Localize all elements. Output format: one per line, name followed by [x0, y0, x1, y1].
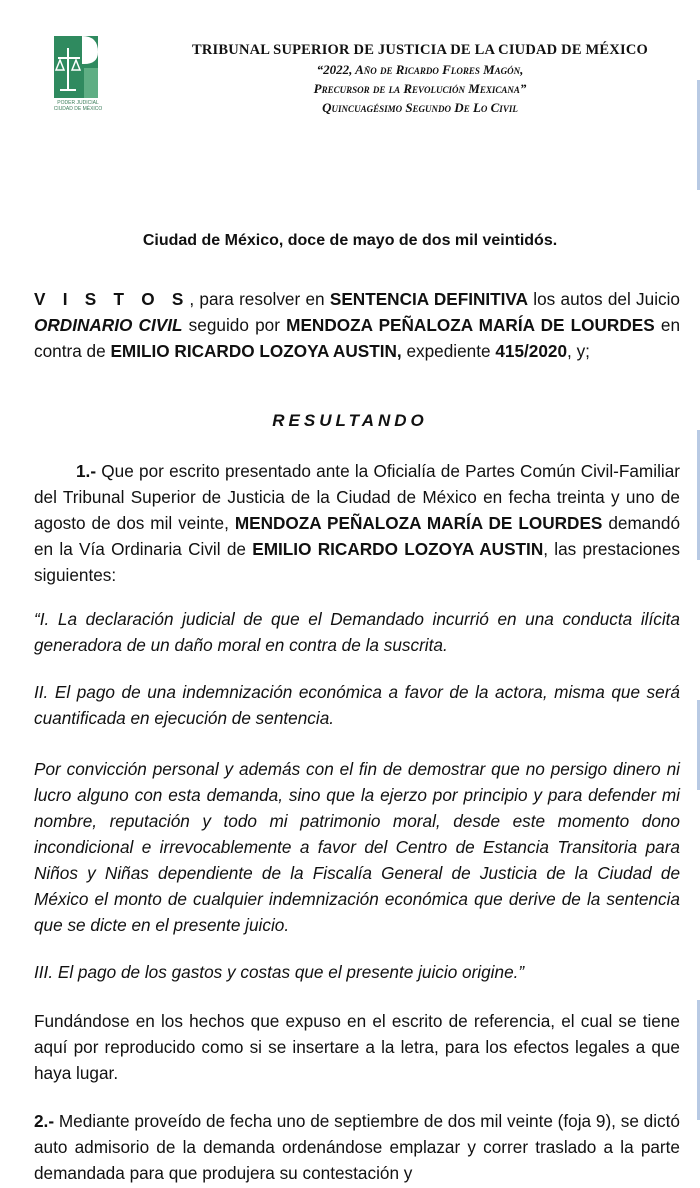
defendant-name: EMILIO RICARDO LOZOYA AUSTIN [252, 539, 544, 559]
court-name: TRIBUNAL SUPERIOR DE JUSTICIA DE LA CIUDAD DE MÉXICO [192, 42, 648, 58]
vistos-lead: V I S T O S [34, 289, 190, 309]
case-number: 415/2020 [495, 341, 568, 361]
section-title: RESULTANDO [272, 411, 428, 430]
resultando-1-paragraph: 1.- Que por escrito presentado ante la Oficialía de Partes Común Civil-Familiar del Tribunal Superior de Justicia de la Ciudad de México en fecha treinta y uno de agosto de dos mil veinte, MENDOZA PEÑALOZA MARÍA DE LOURDES demandó en la Vía Ordinaria Civil de EMILIO RICARDO LOZOYA AUSTIN, las prestaciones siguientes: [34, 461, 681, 585]
plaintiff-name: MENDOZA PEÑALOZA MARÍA DE LOURDES [286, 315, 655, 335]
logo-caption-line-2: CIUDAD DE MÉXICO [53, 106, 103, 112]
defendant-name: EMILIO RICARDO LOZOYA AUSTIN, [110, 341, 402, 361]
quote-paragraph-4: III. El pago de los gastos y costas que el presente juicio origine.” [34, 962, 525, 982]
vistos-paragraph: V I S T O S, para resolver en SENTENCIA DEFINITIVA los autos del Juicio ORDINARIO CIVIL seguido por MENDOZA PEÑALOZA MARÍA DE LOURDES en contra de EMILIO RICARDO LOZOYA AUSTIN, expediente 415/2020, y; [34, 289, 681, 361]
court-office: Quincuagésimo Segundo De Lo Civil [322, 100, 518, 115]
fundandose-paragraph: Fundándose en los hechos que expuso en el escrito de referencia, el cual se tiene aquí por reproducido como si se insertare a la letra, para los efectos legales a que haya lugar. [34, 1011, 680, 1083]
logo-caption [50, 100, 106, 112]
plaintiff-name: MENDOZA PEÑALOZA MARÍA DE LOURDES [234, 513, 603, 533]
quote-paragraph-2: II. El pago de una indemnización económica a favor de la actora, misma que será cuantificada en ejecución de sentencia. [34, 682, 680, 728]
letterhead [160, 40, 680, 117]
motto-line-2: Precursor de la Revolución Mexicana” [313, 81, 527, 96]
quote-paragraph-1: “I. La declaración judicial de que el Demandado incurrió en una conducta ilícita generadora de un daño moral en contra de la suscrita. [34, 609, 680, 655]
item-number: 1.- [76, 461, 97, 481]
scales-of-justice-icon [52, 34, 100, 102]
sentencia-definitiva: SENTENCIA DEFINITIVA [329, 289, 529, 309]
quote-paragraph-3: Por convicción personal y además con el fin de demostrar que no persigo dinero ni lucro alguno con esta demanda, sino que la ejerzo por principio y para defender mi nombre, reputación y todo mi patrimonio moral, desde este momento dono incondicional e irrevocablemente a favor del Centro de Estancia Transitoria para Niños y Niñas dependiente de la Fiscalía General de Justicia de la Ciudad de México el monto de cualquier indemnización económica que derive de la sentencia que se dicte en el presente juicio. [34, 759, 680, 935]
date-line: Ciudad de México, doce de mayo de dos mil veintidós. [142, 232, 558, 249]
juicio-type: ORDINARIO CIVIL [34, 315, 183, 335]
logo-caption-line-1: PODER JUDICIAL [57, 100, 99, 106]
motto-line-1: “2022, Año de Ricardo Flores Magón, [316, 62, 524, 77]
resultando-2-paragraph: 2.- Mediante proveído de fecha uno de septiembre de dos mil veinte (foja 9), se dictó auto admisorio de la demanda ordenándose emplazar y correr traslado a la parte demandada para que produjera su contestación y [34, 1111, 680, 1183]
item-number: 2.- [34, 1111, 55, 1131]
